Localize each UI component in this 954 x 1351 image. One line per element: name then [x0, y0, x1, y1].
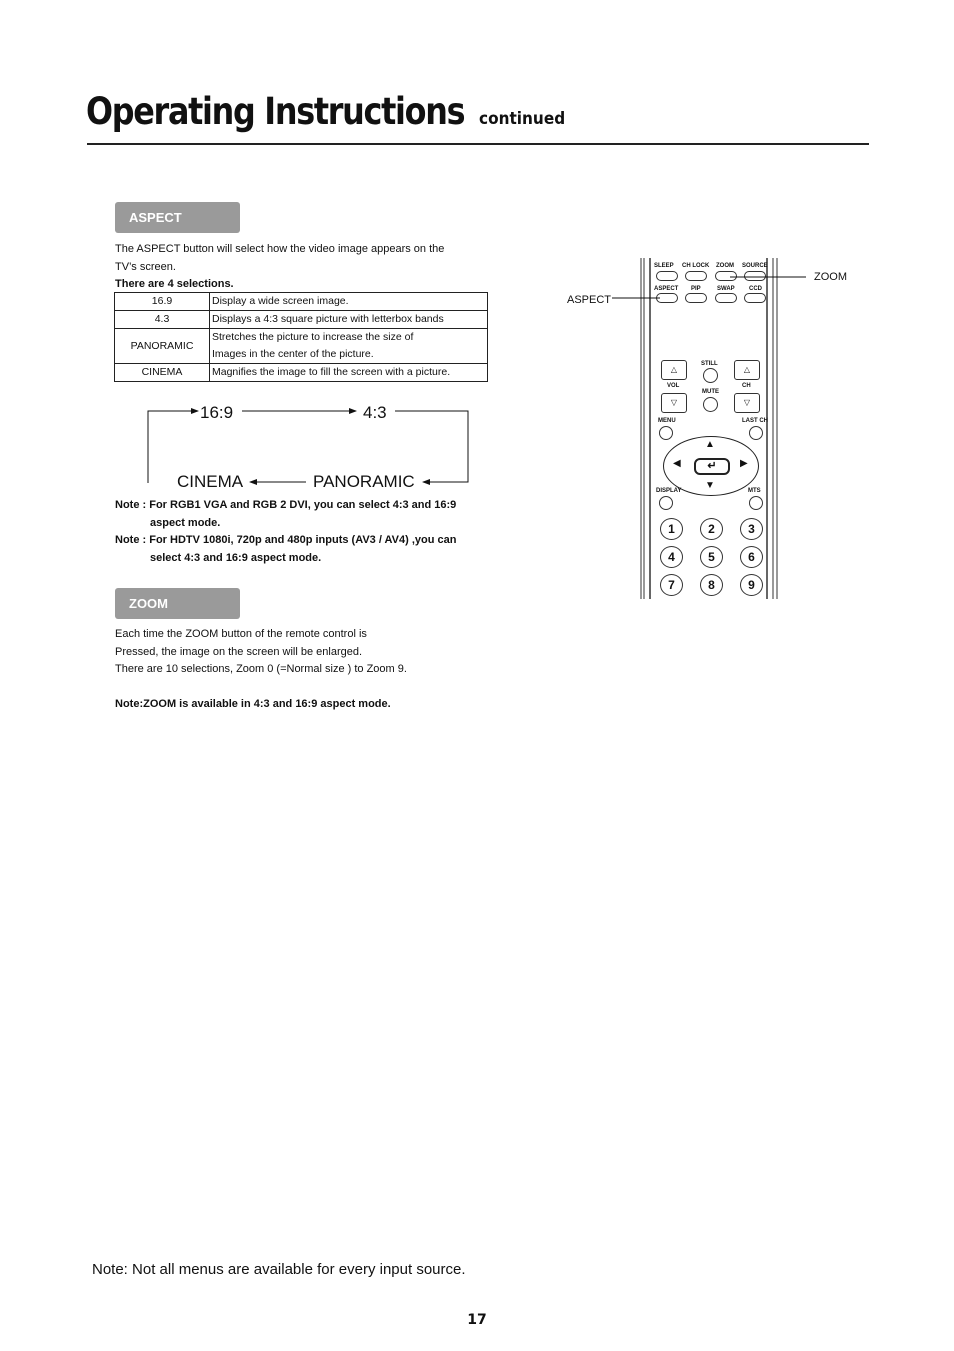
right-arrow-button[interactable]: ▶	[740, 458, 748, 469]
digit-7-button[interactable]: 7	[660, 574, 683, 596]
zoom-note: Note:ZOOM is available in 4:3 and 16:9 aspect mode.	[115, 698, 391, 710]
aspect-intro-line1: The ASPECT button will select how the video image appears on the	[115, 243, 445, 255]
vol-up-button[interactable]: △	[661, 360, 687, 380]
note-rgb-line2: aspect mode.	[150, 516, 221, 529]
aspect-mode: 16.9	[115, 293, 210, 311]
cycle-label-panoramic: PANORAMIC	[313, 472, 415, 491]
aspect-label: ASPECT	[654, 286, 679, 292]
aspect-count: There are 4 selections.	[115, 278, 234, 290]
ch-lock-label: CH LOCK	[682, 263, 710, 269]
aspect-mode: PANORAMIC	[115, 329, 210, 364]
down-arrow-button[interactable]: ▼	[705, 480, 715, 491]
vol-down-button[interactable]: ▽	[661, 393, 687, 413]
mts-button[interactable]	[749, 496, 763, 510]
digit-8-button[interactable]: 8	[700, 574, 723, 596]
remote-callout-lines	[610, 270, 810, 310]
digit-2-button[interactable]: 2	[700, 518, 723, 540]
zoom-label: ZOOM	[716, 263, 734, 269]
aspect-desc-line2: Images in the center of the picture.	[212, 348, 374, 360]
aspect-table	[114, 292, 488, 382]
digit-4-button[interactable]: 4	[660, 546, 683, 568]
ch-label: CH	[742, 383, 751, 389]
digit-9-button[interactable]: 9	[740, 574, 763, 596]
menu-button[interactable]	[659, 426, 673, 440]
aspect-desc	[210, 329, 488, 364]
display-label: DISPLAY	[656, 488, 682, 494]
aspect-desc: Display a wide screen image.	[210, 293, 488, 311]
footer-note: Note: Not all menus are available for every input source.	[92, 1261, 466, 1278]
note-rgb-line1: Note : For RGB1 VGA and RGB 2 DVI, you can select 4:3 and 16:9	[115, 499, 457, 511]
aspect-section-label: ASPECT	[115, 202, 240, 233]
page-title: Operating Instructions	[86, 90, 465, 133]
zoom-line2: Pressed, the image on the screen will be enlarged.	[115, 645, 363, 658]
ccd-label: CCD	[749, 286, 762, 292]
table-row	[115, 311, 488, 329]
aspect-mode: CINEMA	[115, 364, 210, 382]
last-ch-button[interactable]	[749, 426, 763, 440]
still-button[interactable]	[703, 368, 718, 383]
digit-5-button[interactable]: 5	[700, 546, 723, 568]
mts-label: MTS	[748, 488, 761, 494]
mute-label: MUTE	[702, 389, 719, 395]
vol-label: VOL	[667, 383, 680, 389]
ch-down-button[interactable]: ▽	[734, 393, 760, 413]
note-hdtv-line1: Note : For HDTV 1080i, 720p and 480p inputs (AV3 / AV4) ,you can	[115, 534, 457, 546]
zoom-section-label: ZOOM	[115, 588, 240, 619]
ch-up-button[interactable]: △	[734, 360, 760, 380]
zoom-text	[115, 626, 407, 679]
digit-3-button[interactable]: 3	[740, 518, 763, 540]
aspect-intro-line2: TV’s screen.	[115, 260, 176, 273]
cycle-label-cinema: CINEMA	[177, 472, 244, 491]
page-subtitle: continued	[479, 109, 566, 129]
left-arrow-button[interactable]: ◀	[673, 458, 681, 469]
aspect-desc-line1: Stretches the picture to increase the size of	[212, 331, 414, 343]
last-ch-label: LAST CH	[742, 418, 768, 424]
zoom-line3: There are 10 selections, Zoom 0 (=Normal size ) to Zoom 9.	[115, 663, 407, 675]
digit-1-button[interactable]: 1	[660, 518, 683, 540]
dpad	[663, 436, 759, 496]
digit-6-button[interactable]: 6	[740, 546, 763, 568]
cycle-label-4-3: 4:3	[363, 403, 387, 422]
table-row	[115, 293, 488, 311]
up-arrow-button[interactable]: ▲	[705, 439, 715, 450]
header-rule	[87, 143, 869, 145]
aspect-callout-label: ASPECT	[567, 294, 612, 306]
table-row	[115, 364, 488, 382]
sleep-label: SLEEP	[654, 263, 674, 269]
source-label: SOURCE	[742, 263, 768, 269]
aspect-desc: Displays a 4:3 square picture with letterbox bands	[210, 311, 488, 329]
still-label: STILL	[701, 361, 718, 367]
zoom-callout-label: ZOOM	[814, 271, 847, 283]
aspect-intro	[115, 241, 444, 294]
page-number: 17	[467, 1312, 487, 1328]
aspect-notes	[115, 497, 456, 567]
aspect-desc: Magnifies the image to fill the screen with a picture.	[210, 364, 488, 382]
cycle-label-16-9: 16:9	[200, 403, 234, 422]
pip-label: PIP	[691, 286, 701, 292]
table-row	[115, 329, 488, 364]
swap-label: SWAP	[717, 286, 735, 292]
note-hdtv-line2: select 4:3 and 16:9 aspect mode.	[150, 551, 322, 564]
display-button[interactable]	[659, 496, 673, 510]
aspect-mode: 4.3	[115, 311, 210, 329]
zoom-line1: Each time the ZOOM button of the remote control is	[115, 628, 367, 640]
enter-button[interactable]: ↵	[694, 458, 730, 475]
mute-button[interactable]	[703, 397, 718, 412]
menu-label: MENU	[658, 418, 676, 424]
